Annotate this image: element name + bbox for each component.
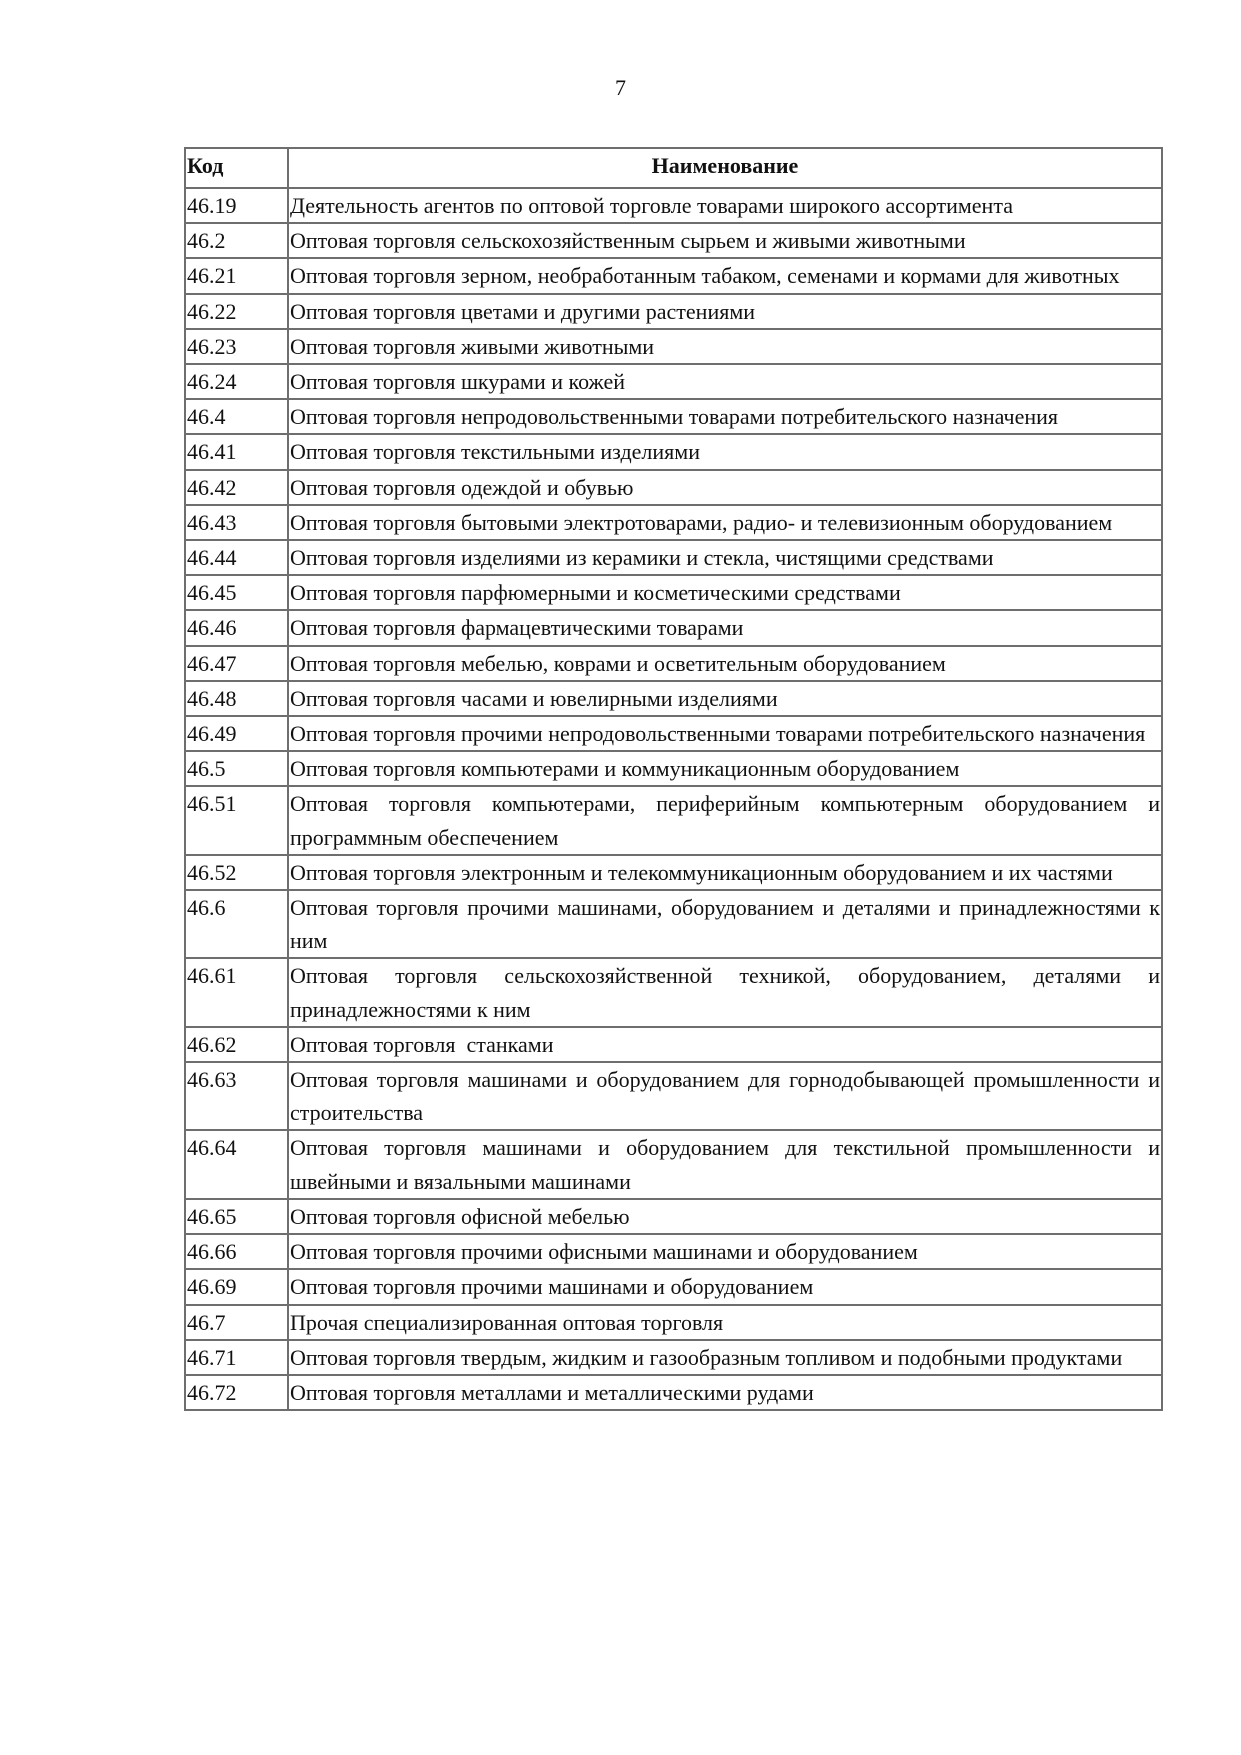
row-code: 46.21 <box>185 258 288 293</box>
row-name: Оптовая торговля компьютерами, периферийным компьютерным оборудованием и программным обеспечением <box>288 786 1162 854</box>
row-code: 46.64 <box>185 1130 288 1198</box>
row-code: 46.7 <box>185 1305 288 1340</box>
row-code: 46.47 <box>185 646 288 681</box>
row-code: 46.4 <box>185 399 288 434</box>
table-row <box>185 958 1162 1026</box>
table-row <box>185 434 1162 469</box>
row-name: Оптовая торговля фармацевтическими товарами <box>288 610 1162 645</box>
table-row <box>185 1305 1162 1340</box>
row-code: 46.69 <box>185 1269 288 1304</box>
row-name: Оптовая торговля машинами и оборудованием для горнодобывающей промышленности и строительства <box>288 1062 1162 1130</box>
table-row <box>185 399 1162 434</box>
row-code: 46.65 <box>185 1199 288 1234</box>
row-name: Оптовая торговля сельскохозяйственным сырьем и живыми животными <box>288 223 1162 258</box>
row-name: Оптовая торговля шкурами и кожей <box>288 364 1162 399</box>
table-row <box>185 1062 1162 1130</box>
row-name: Оптовая торговля сельскохозяйственной техникой, оборудованием, деталями и принадлежностями к ним <box>288 958 1162 1026</box>
table-row <box>185 1375 1162 1410</box>
row-name: Оптовая торговля бытовыми электротоварами, радио- и телевизионным оборудованием <box>288 505 1162 540</box>
row-code: 46.6 <box>185 890 288 958</box>
row-name: Деятельность агентов по оптовой торговле товарами широкого ассортимента <box>288 188 1162 223</box>
row-name: Оптовая торговля станками <box>288 1027 1162 1062</box>
okved-code-table <box>184 147 1171 1411</box>
row-code: 46.62 <box>185 1027 288 1062</box>
table-row <box>185 329 1162 364</box>
row-name: Прочая специализированная оптовая торговля <box>288 1305 1162 1340</box>
row-code: 46.61 <box>185 958 288 1026</box>
row-code: 46.19 <box>185 188 288 223</box>
row-code: 46.45 <box>185 575 288 610</box>
row-code: 46.2 <box>185 223 288 258</box>
row-code: 46.48 <box>185 681 288 716</box>
table-row <box>185 855 1162 890</box>
row-name: Оптовая торговля прочими непродовольственными товарами потребительского назначения <box>288 716 1162 751</box>
table-row <box>185 716 1162 751</box>
table-body <box>185 188 1171 1410</box>
table-row <box>185 470 1162 505</box>
row-name: Оптовая торговля машинами и оборудованием для текстильной промышленности и швейными и вязальными машинами <box>288 1130 1162 1198</box>
table-row <box>185 575 1162 610</box>
row-name: Оптовая торговля электронным и телекоммуникационным оборудованием и их частями <box>288 855 1162 890</box>
table-row <box>185 1199 1162 1234</box>
row-code: 46.43 <box>185 505 288 540</box>
row-name: Оптовая торговля текстильными изделиями <box>288 434 1162 469</box>
column-header-name: Наименование <box>288 148 1162 188</box>
row-name: Оптовая торговля цветами и другими растениями <box>288 294 1162 329</box>
row-name: Оптовая торговля непродовольственными товарами потребительского назначения <box>288 399 1162 434</box>
row-name: Оптовая торговля компьютерами и коммуникационным оборудованием <box>288 751 1162 786</box>
table-row <box>185 505 1162 540</box>
table-header-row <box>185 148 1162 188</box>
row-name: Оптовая торговля офисной мебелью <box>288 1199 1162 1234</box>
row-code: 46.23 <box>185 329 288 364</box>
row-name: Оптовая торговля прочими офисными машинами и оборудованием <box>288 1234 1162 1269</box>
row-name: Оптовая торговля часами и ювелирными изделиями <box>288 681 1162 716</box>
table-row <box>185 540 1162 575</box>
row-code: 46.71 <box>185 1340 288 1375</box>
row-name: Оптовая торговля прочими машинами и оборудованием <box>288 1269 1162 1304</box>
row-code: 46.63 <box>185 1062 288 1130</box>
table-row <box>185 258 1162 293</box>
row-name: Оптовая торговля зерном, необработанным табаком, семенами и кормами для животных <box>288 258 1162 293</box>
table-row <box>185 681 1162 716</box>
table-row <box>185 223 1162 258</box>
row-code: 46.49 <box>185 716 288 751</box>
row-code: 46.41 <box>185 434 288 469</box>
row-code: 46.22 <box>185 294 288 329</box>
row-code: 46.5 <box>185 751 288 786</box>
row-code: 46.51 <box>185 786 288 854</box>
table-row <box>185 1340 1162 1375</box>
column-header-code: Код <box>185 148 288 188</box>
row-name: Оптовая торговля металлами и металлическими рудами <box>288 1375 1162 1410</box>
table-row <box>185 1269 1162 1304</box>
row-name: Оптовая торговля живыми животными <box>288 329 1162 364</box>
row-name: Оптовая торговля мебелью, коврами и осветительным оборудованием <box>288 646 1162 681</box>
row-code: 46.46 <box>185 610 288 645</box>
table-row <box>185 1130 1162 1198</box>
row-code: 46.52 <box>185 855 288 890</box>
table-row <box>185 364 1162 399</box>
table-row <box>185 786 1162 854</box>
table-row <box>185 1027 1162 1062</box>
table-row <box>185 890 1162 958</box>
table-row <box>185 610 1162 645</box>
row-name: Оптовая торговля прочими машинами, оборудованием и деталями и принадлежностями к ним <box>288 890 1162 958</box>
row-code: 46.72 <box>185 1375 288 1410</box>
table-row <box>185 188 1162 223</box>
row-code: 46.24 <box>185 364 288 399</box>
row-code: 46.44 <box>185 540 288 575</box>
table-row <box>185 646 1162 681</box>
table-row <box>185 294 1162 329</box>
table-row <box>185 1234 1162 1269</box>
row-code: 46.42 <box>185 470 288 505</box>
row-name: Оптовая торговля парфюмерными и косметическими средствами <box>288 575 1162 610</box>
row-name: Оптовая торговля изделиями из керамики и стекла, чистящими средствами <box>288 540 1162 575</box>
page-number: 7 <box>615 75 626 100</box>
row-name: Оптовая торговля одеждой и обувью <box>288 470 1162 505</box>
row-name: Оптовая торговля твердым, жидким и газообразным топливом и подобными продуктами <box>288 1340 1162 1375</box>
row-code: 46.66 <box>185 1234 288 1269</box>
table-row <box>185 751 1162 786</box>
